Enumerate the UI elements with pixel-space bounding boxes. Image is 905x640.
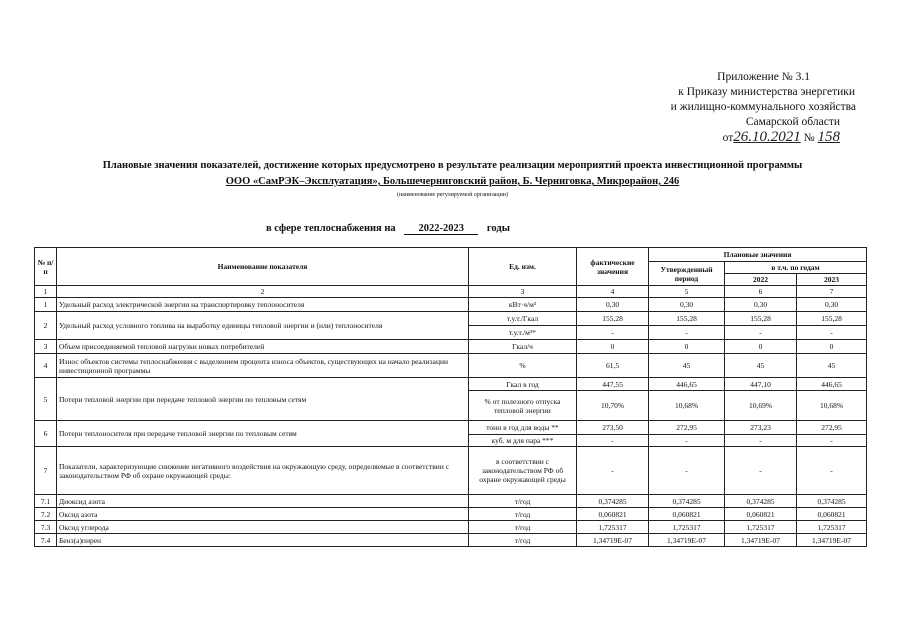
row-num: 2 [35, 312, 57, 340]
row-num: 7.1 [35, 495, 57, 508]
row-unit: т/год [469, 521, 577, 534]
row-value: - [649, 435, 725, 447]
table-row [35, 354, 867, 378]
row-value: 0,30 [797, 298, 867, 312]
header-num: № п/п [35, 248, 57, 286]
row-num: 3 [35, 340, 57, 354]
appendix-line-3: и жилищно-коммунального хозяйства [670, 101, 856, 113]
row-value: 45 [649, 354, 725, 378]
organization-title [0, 176, 905, 187]
row-unit: т.у.т./м³* [469, 326, 577, 340]
row-value: 273,23 [725, 421, 797, 435]
row-value: - [725, 447, 797, 495]
organization-caption: (наименование регулируемой организации) [396, 192, 509, 198]
row-unit: % от полезного отпуска тепловой энергии [469, 391, 577, 421]
row-value: 0,374285 [725, 495, 797, 508]
row-value: 0 [797, 340, 867, 354]
table-row [35, 495, 867, 508]
sphere-prefix: в сфере теплоснабжения на [266, 223, 396, 234]
sphere-suffix: годы [486, 223, 510, 234]
table-row [35, 298, 867, 312]
colnum: 4 [577, 286, 649, 298]
row-value: 1,34719E-07 [797, 534, 867, 547]
row-value: 10,68% [649, 391, 725, 421]
row-value: 272,95 [797, 421, 867, 435]
header-year-1: 2022 [725, 274, 797, 286]
row-num: 5 [35, 378, 57, 421]
row-value: - [797, 326, 867, 340]
row-value: 1,34719E-07 [649, 534, 725, 547]
row-value: 155,28 [725, 312, 797, 326]
indicators-table [34, 247, 867, 547]
colnum: 2 [57, 286, 469, 298]
appendix-line-1: Приложение № 3.1 [717, 71, 810, 83]
row-name: Бенз(а)пирен [57, 534, 469, 547]
row-unit: т/год [469, 495, 577, 508]
row-value: 272,95 [649, 421, 725, 435]
row-value: 155,28 [797, 312, 867, 326]
row-unit: т/год [469, 508, 577, 521]
row-name: Оксид азота [57, 508, 469, 521]
row-value: 10,70% [577, 391, 649, 421]
colnum: 7 [797, 286, 867, 298]
row-num: 6 [35, 421, 57, 447]
colnum: 5 [649, 286, 725, 298]
sphere-line [266, 223, 510, 235]
row-value: - [797, 435, 867, 447]
row-value: 447,55 [577, 378, 649, 391]
row-value: 155,28 [649, 312, 725, 326]
appendix-block [585, 70, 905, 146]
row-num: 7.4 [35, 534, 57, 547]
header-year-2: 2023 [797, 274, 867, 286]
row-value: 0 [649, 340, 725, 354]
row-value: 0,30 [577, 298, 649, 312]
handwritten-number: 158 [817, 129, 840, 145]
sphere-years: 2022-2023 [404, 223, 478, 235]
row-name: Оксид углерода [57, 521, 469, 534]
row-value: 0,30 [649, 298, 725, 312]
row-value: 1,34719E-07 [725, 534, 797, 547]
header-planned: Плановые значения [649, 248, 867, 262]
header-name: Наименование показателя [57, 248, 469, 286]
header-actual: фактические значения [577, 248, 649, 286]
row-value: 0 [577, 340, 649, 354]
colnum: 6 [725, 286, 797, 298]
number-prefix: № [803, 132, 815, 144]
table-row [35, 508, 867, 521]
row-value: 1,34719E-07 [577, 534, 649, 547]
row-unit: т/год [469, 534, 577, 547]
row-value: - [725, 326, 797, 340]
row-unit: кВт·ч/м³ [469, 298, 577, 312]
row-value: 45 [797, 354, 867, 378]
row-value: 0,374285 [797, 495, 867, 508]
row-unit: тонн в год для воды ** [469, 421, 577, 435]
row-unit: т.у.т./Гкал [469, 312, 577, 326]
header-approved: Утвержденный период [649, 262, 725, 286]
row-name: Диоксид азота [57, 495, 469, 508]
row-value: 10,69% [725, 391, 797, 421]
row-value: - [725, 435, 797, 447]
column-numbers-row [35, 286, 867, 298]
row-num: 7.3 [35, 521, 57, 534]
row-name: Потери тепловой энергии при передаче тепловой энергии по тепловым сетям [57, 378, 469, 421]
colnum: 1 [35, 286, 57, 298]
row-name: Потери теплоносителя при передаче тепловой энергии по тепловым сетям [57, 421, 469, 447]
row-name: Удельный расход электрической энергии на транспортировку теплоносителя [57, 298, 469, 312]
row-value: 61,5 [577, 354, 649, 378]
row-value: 447,10 [725, 378, 797, 391]
row-value: 1,725317 [577, 521, 649, 534]
row-value: 0,060821 [725, 508, 797, 521]
row-value: 0,30 [725, 298, 797, 312]
row-value: - [649, 326, 725, 340]
row-unit: в соответствии с законодательством РФ об охране окружающей среды [469, 447, 577, 495]
row-value: 0,374285 [649, 495, 725, 508]
row-value: 0 [725, 340, 797, 354]
date-prefix: от [722, 132, 734, 144]
table-row [35, 340, 867, 354]
row-value: 155,28 [577, 312, 649, 326]
row-num: 4 [35, 354, 57, 378]
row-value: 10,68% [797, 391, 867, 421]
row-unit: Гкал в год [469, 378, 577, 391]
row-value: - [577, 447, 649, 495]
row-value: 1,725317 [725, 521, 797, 534]
row-value: - [649, 447, 725, 495]
row-value: 0,060821 [797, 508, 867, 521]
appendix-date-line [585, 130, 905, 146]
row-value: - [797, 447, 867, 495]
row-value: 273,50 [577, 421, 649, 435]
row-value: 45 [725, 354, 797, 378]
table-row [35, 421, 867, 435]
table-row [35, 378, 867, 391]
appendix-line-4: Самарской области [745, 116, 840, 128]
table-row [35, 534, 867, 547]
row-unit: куб. м для пара *** [469, 435, 577, 447]
row-name: Износ объектов системы теплоснабжения с выделением процента износа объектов, существующих на начало реализации инвестиционной программы [57, 354, 469, 378]
row-value: 1,725317 [649, 521, 725, 534]
row-value: 446,65 [649, 378, 725, 391]
table-row [35, 312, 867, 326]
document-title: Плановые значения показателей, достижение которых предусмотрено в результате реализации мероприятий проекта инвестиционной программы [102, 160, 803, 171]
row-name: Удельный расход условного топлива на выработку единицы тепловой энергии и (или) теплоносителя [57, 312, 469, 340]
appendix-line-2: к Приказу министерства энергетики [678, 86, 855, 98]
row-num: 1 [35, 298, 57, 312]
row-value: - [577, 326, 649, 340]
row-value: 1,725317 [797, 521, 867, 534]
row-unit: % [469, 354, 577, 378]
handwritten-date: 26.10.2021 [733, 129, 801, 145]
header-by-year: в т.ч. по годам [725, 262, 867, 274]
row-value: - [577, 435, 649, 447]
row-name: Показатели, характеризующие снижение негативного воздействия на окружающую среду, определяемые в соответствии с законодательством РФ об охране окружающей среды: [57, 447, 469, 495]
row-num: 7.2 [35, 508, 57, 521]
colnum: 3 [469, 286, 577, 298]
row-value: 0,374285 [577, 495, 649, 508]
row-unit: Гкал/ч [469, 340, 577, 354]
header-unit: Ед. изм. [469, 248, 577, 286]
row-value: 0,060821 [649, 508, 725, 521]
table-row [35, 521, 867, 534]
table-row [35, 447, 867, 495]
organization-name: ООО «СамРЭК–Эксплуатация», Большечерниговский район, Б. Черниговка, Микрорайон, 246 [225, 176, 680, 187]
row-num: 7 [35, 447, 57, 495]
row-value: 446,65 [797, 378, 867, 391]
row-name: Объем присоединяемой тепловой нагрузки новых потребителей [57, 340, 469, 354]
row-value: 0,060821 [577, 508, 649, 521]
